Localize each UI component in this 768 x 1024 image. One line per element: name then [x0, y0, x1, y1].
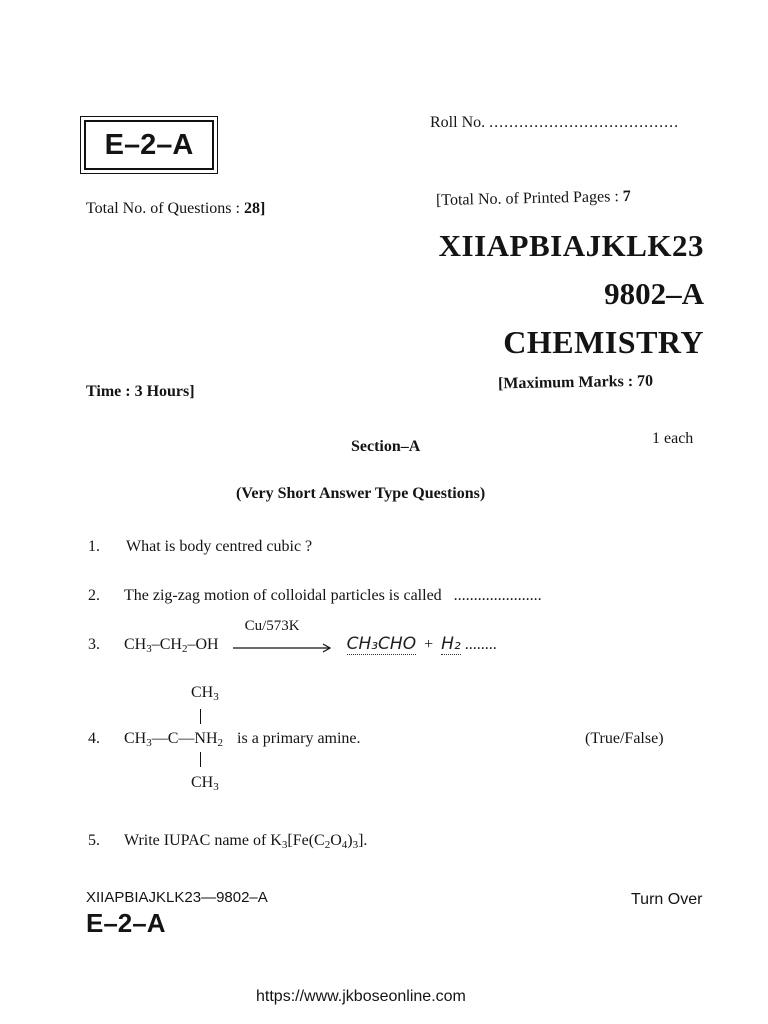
- formula-subscript: 4: [341, 839, 348, 851]
- formula-subscript: 3: [352, 839, 359, 851]
- max-marks-label: [Maximum Marks :: [497, 372, 638, 393]
- reaction-condition: Cu/573K: [244, 618, 300, 635]
- question-3: [88, 618, 497, 656]
- paper-number: 9802–A: [604, 276, 704, 311]
- structure-top-group: [191, 684, 219, 703]
- roll-label: Roll No.: [430, 114, 486, 131]
- reactant-formula: [124, 636, 219, 653]
- carbon-center: —C—NH: [151, 730, 218, 747]
- question-number: 1.: [88, 538, 100, 555]
- answer-blank: ......................: [453, 587, 542, 604]
- question-5: [88, 832, 367, 851]
- group-subscript: 3: [213, 691, 219, 703]
- maximum-marks: [498, 373, 653, 394]
- reaction-arrow: [231, 618, 335, 656]
- question-number: 3.: [88, 636, 100, 653]
- footer-paper-code: E–2–A: [86, 908, 166, 938]
- total-questions: [86, 200, 265, 218]
- paper-code-box: [84, 120, 214, 170]
- time-allowed: Time : 3 Hours]: [86, 383, 195, 400]
- arrow-icon: [231, 634, 335, 656]
- structure-bottom-group: [191, 774, 219, 793]
- exam-code: XIIAPBIAJKLK23: [438, 228, 704, 263]
- formula-subscript: 3: [281, 839, 288, 851]
- reactant-part: –CH: [151, 636, 182, 653]
- roll-number-field: [430, 114, 679, 132]
- text-part: ): [347, 832, 353, 849]
- total-questions-label: Total No. of Questions :: [86, 200, 244, 217]
- group-text: CH: [191, 684, 214, 701]
- question-1: [88, 538, 312, 556]
- text-part: Write IUPAC name of K: [124, 832, 282, 849]
- reactant-part: CH: [124, 636, 147, 653]
- question-text: The zig-zag motion of colloidal particles is called: [124, 587, 442, 604]
- question-2: [88, 587, 542, 605]
- turn-over-note: Turn Over: [631, 891, 703, 908]
- question-4: [88, 730, 361, 749]
- group-subscript: 3: [213, 781, 219, 793]
- question-text: is a primary amine.: [237, 730, 361, 747]
- answer-blank-trail: ........: [464, 636, 497, 653]
- question-number: 5.: [88, 832, 100, 849]
- reactant-subscript: 3: [146, 643, 152, 655]
- structure-middle-row: [124, 730, 223, 747]
- text-part: O: [330, 832, 342, 849]
- reactant-part: –OH: [187, 636, 219, 653]
- handwritten-answer-product: CH₃CHO: [346, 634, 417, 654]
- plus-sign: +: [424, 636, 434, 653]
- paper-code: E–2–A: [104, 128, 194, 161]
- group-text: CH: [191, 774, 214, 791]
- question-number: 2.: [88, 587, 100, 604]
- subject-title: CHEMISTRY: [503, 324, 704, 360]
- group-subscript: 2: [217, 737, 224, 749]
- footer-exam-code: XIIAPBIAJKLK23—9802–A: [86, 889, 268, 906]
- section-subtitle: (Very Short Answer Type Questions): [236, 485, 486, 502]
- handwritten-answer-byproduct: H₂: [441, 634, 461, 654]
- roll-dots: ......................................: [489, 114, 680, 131]
- max-marks-value: 70: [636, 372, 654, 390]
- total-questions-value: 28]: [243, 200, 266, 217]
- group-text: CH: [124, 730, 147, 747]
- website-link[interactable]: https://www.jkboseonline.com: [256, 988, 466, 1005]
- formula-subscript: 2: [324, 839, 331, 851]
- text-part: [Fe(C: [287, 832, 325, 849]
- bond-bottom: [200, 752, 201, 767]
- question-text: What is body centred cubic ?: [126, 538, 313, 555]
- text-part: ].: [358, 832, 368, 849]
- marks-each: 1 each: [652, 430, 694, 447]
- reactant-subscript: 2: [181, 643, 188, 655]
- total-pages-value: 7: [622, 187, 632, 206]
- true-false-choice: (True/False): [585, 730, 664, 747]
- group-subscript: 3: [146, 737, 152, 749]
- question-number: 4.: [88, 730, 100, 747]
- bond-top: [200, 709, 201, 724]
- total-pages: [436, 188, 631, 210]
- question-text: [124, 832, 367, 849]
- total-pages-label: [Total No. of Printed Pages :: [435, 188, 624, 210]
- section-title: Section–A: [351, 438, 421, 455]
